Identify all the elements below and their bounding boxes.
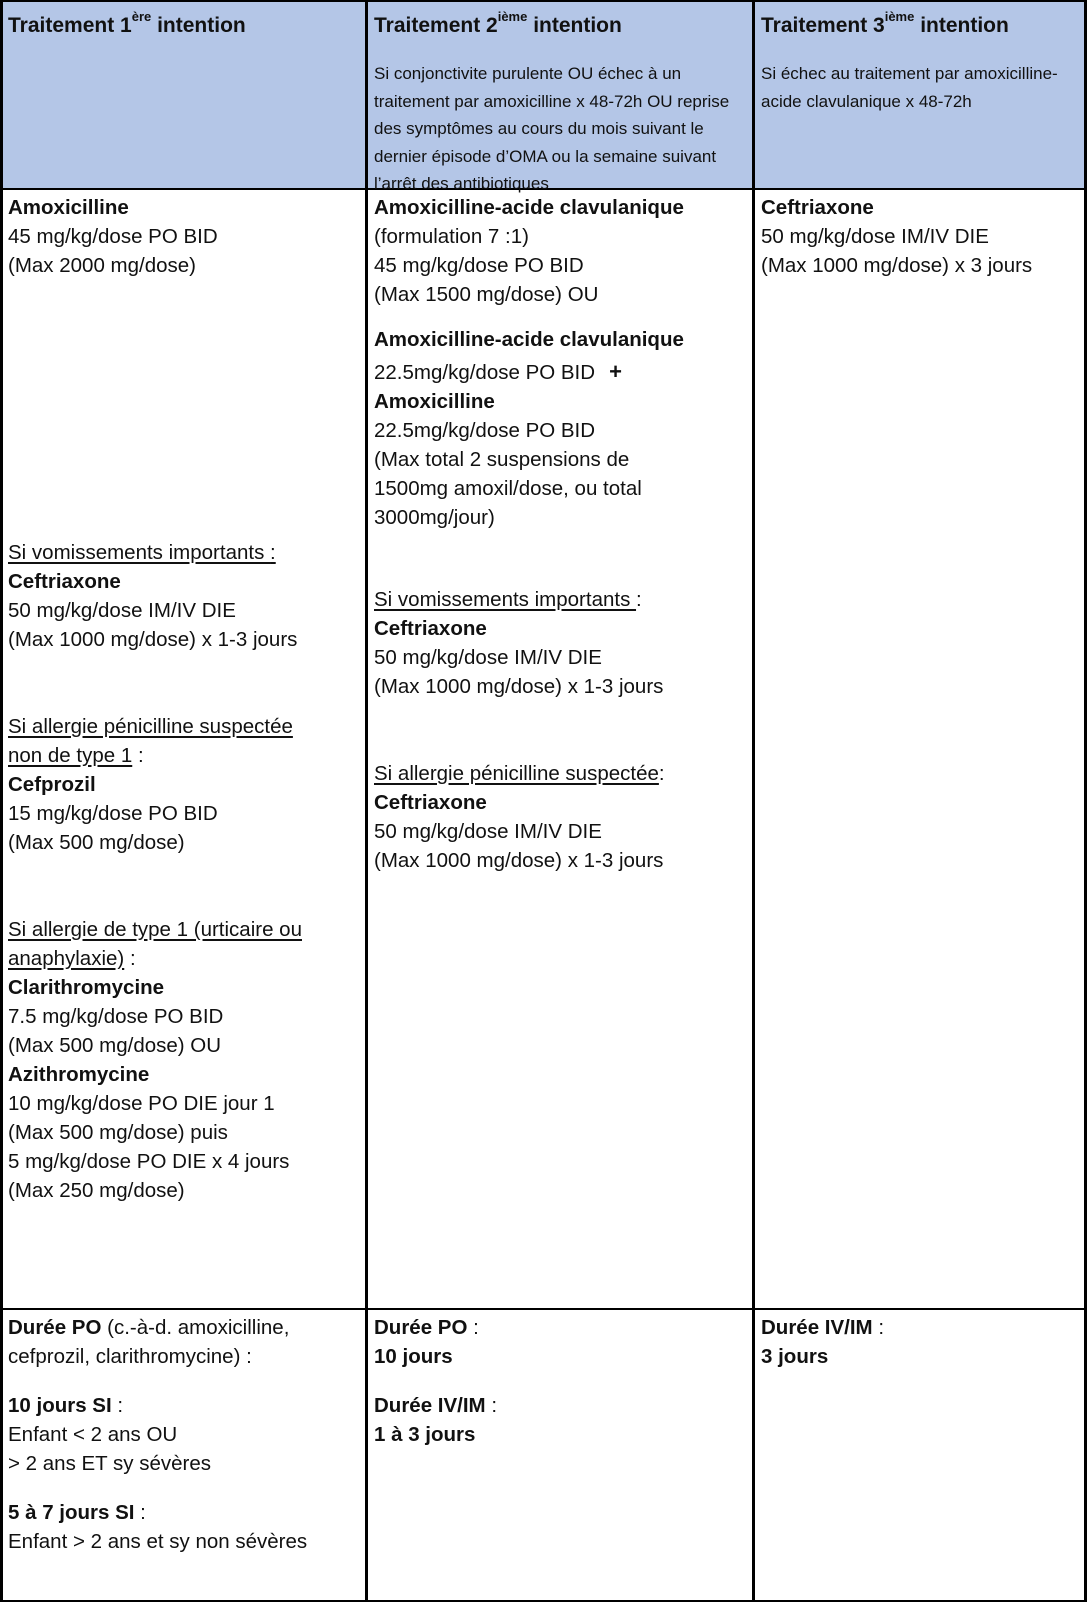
header-cell-second-line — [368, 0, 752, 198]
iv-duration-value: 3 jours — [761, 1345, 829, 1368]
body-cell-third-line — [755, 190, 1084, 280]
vomit-max: (Max 1000 mg/dose) x 1-3 jours — [374, 675, 664, 698]
amoxiclav-combo-drug: Amoxicilline-acide clavulanique — [374, 328, 684, 351]
vomit-label: Si vomissements importants : — [8, 541, 276, 564]
ceftriaxone-drug: Ceftriaxone — [761, 196, 874, 219]
iv-duration-value: 1 à 3 jours — [374, 1423, 476, 1446]
header-title-third-line: Traitement 3ième intention — [761, 9, 1009, 37]
azithromycin-drug: Azithromycine — [8, 1063, 150, 1086]
header-description-second-line: Si conjonctivite purulente OU échec à un traitement par amoxicilline x 48-72h OU reprise des symptômes au cours du mois suivant le dernier épisode d’OMA ou la semaine suivant l’arrêt des antibiotiques — [374, 64, 730, 193]
amoxiclav-max: (Max 1500 mg/dose) OU — [374, 283, 599, 306]
body-cell-second-line — [368, 190, 752, 875]
header-title-first-line: Traitement 1ère intention — [8, 9, 246, 37]
po-duration-drugs: cefprozil, clarithromycine) : — [8, 1345, 252, 1368]
vomit-dose: 50 mg/kg/dose IM/IV DIE — [374, 646, 602, 669]
vomit-label: Si vomissements importants : — [374, 588, 642, 611]
plus-sign: + — [609, 359, 622, 384]
ceftriaxone-dose: 50 mg/kg/dose IM/IV DIE — [761, 225, 989, 248]
allergy-drug: Cefprozil — [8, 773, 96, 796]
header-cell-first-line — [2, 0, 365, 40]
clarithromycin-max: (Max 500 mg/dose) OU — [8, 1034, 222, 1057]
ten-days-criteria-1: Enfant < 2 ans OU — [8, 1423, 178, 1446]
combo-max-line1: (Max total 2 suspensions de — [374, 448, 630, 471]
azithromycin-dose-day2-5: 5 mg/kg/dose PO DIE x 4 jours — [8, 1150, 290, 1173]
amoxiclav-formulation: (formulation 7 :1) — [374, 225, 529, 248]
ceftriaxone-max: (Max 1000 mg/dose) x 3 jours — [761, 254, 1033, 277]
header-description-third-line: Si échec au traitement par amoxicilline-acide clavulanique x 48-72h — [761, 64, 1058, 111]
po-duration-value: 10 jours — [374, 1345, 453, 1368]
drug-max: (Max 2000 mg/dose) — [8, 254, 197, 277]
drug-dose: 45 mg/kg/dose PO BID — [8, 225, 218, 248]
header-cell-third-line — [755, 0, 1084, 115]
combo-max-line2: 1500mg amoxil/dose, ou total — [374, 477, 642, 500]
vomit-dose: 50 mg/kg/dose IM/IV DIE — [8, 599, 236, 622]
five-seven-days-label: 5 à 7 jours SI : — [8, 1501, 146, 1524]
footer-cell-third-line — [755, 1310, 1084, 1371]
combo-max-line3: 3000mg/jour) — [374, 506, 495, 529]
footer-cell-first-line — [2, 1310, 365, 1556]
amoxiclav-drug: Amoxicilline-acide clavulanique — [374, 196, 684, 219]
amoxiclav-combo-dose: 22.5mg/kg/dose PO BID + — [374, 359, 622, 384]
amoxicillin-combo-dose: 22.5mg/kg/dose PO BID — [374, 419, 596, 442]
allergy-label: Si allergie pénicilline suspectée — [8, 715, 293, 738]
allergy-max: (Max 1000 mg/dose) x 1-3 jours — [374, 849, 664, 872]
allergy-drug: Ceftriaxone — [374, 791, 487, 814]
type1-allergy-label: Si allergie de type 1 (urticaire ou — [8, 918, 302, 941]
table-border-bottom — [0, 1600, 1087, 1602]
vomit-drug: Ceftriaxone — [374, 617, 487, 640]
amoxicillin-combo-drug: Amoxicilline — [374, 390, 495, 413]
iv-duration-label: Durée IV/IM : — [374, 1394, 498, 1417]
ten-days-label: 10 jours SI : — [8, 1394, 124, 1417]
allergy-label-line2: non de type 1 : — [8, 744, 144, 767]
azithromycin-dose-day1: 10 mg/kg/dose PO DIE jour 1 — [8, 1092, 275, 1115]
amoxiclav-dose: 45 mg/kg/dose PO BID — [374, 254, 584, 277]
five-seven-days-criteria: Enfant > 2 ans et sy non sévères — [8, 1530, 308, 1553]
vomit-max: (Max 1000 mg/dose) x 1-3 jours — [8, 628, 298, 651]
po-duration-label: Durée PO : — [374, 1316, 479, 1339]
clarithromycin-dose: 7.5 mg/kg/dose PO BID — [8, 1005, 224, 1028]
header-title-second-line: Traitement 2ième intention — [374, 9, 622, 37]
iv-duration-label: Durée IV/IM : — [761, 1316, 885, 1339]
ten-days-criteria-2: > 2 ans ET sy sévères — [8, 1452, 212, 1475]
allergy-max: (Max 500 mg/dose) — [8, 831, 185, 854]
azithromycin-max-day1: (Max 500 mg/dose) puis — [8, 1121, 228, 1144]
vomit-drug: Ceftriaxone — [8, 570, 121, 593]
po-duration-label: Durée PO (c.-à-d. amoxicilline, — [8, 1316, 290, 1339]
azithromycin-max-day2-5: (Max 250 mg/dose) — [8, 1179, 185, 1202]
footer-cell-second-line — [368, 1310, 752, 1449]
clarithromycin-drug: Clarithromycine — [8, 976, 165, 999]
drug-name: Amoxicilline — [8, 196, 129, 219]
body-cell-first-line — [2, 190, 365, 1205]
type1-allergy-label-line2: anaphylaxie) : — [8, 947, 136, 970]
allergy-dose: 15 mg/kg/dose PO BID — [8, 802, 218, 825]
allergy-label: Si allergie pénicilline suspectée: — [374, 762, 665, 785]
allergy-dose: 50 mg/kg/dose IM/IV DIE — [374, 820, 602, 843]
